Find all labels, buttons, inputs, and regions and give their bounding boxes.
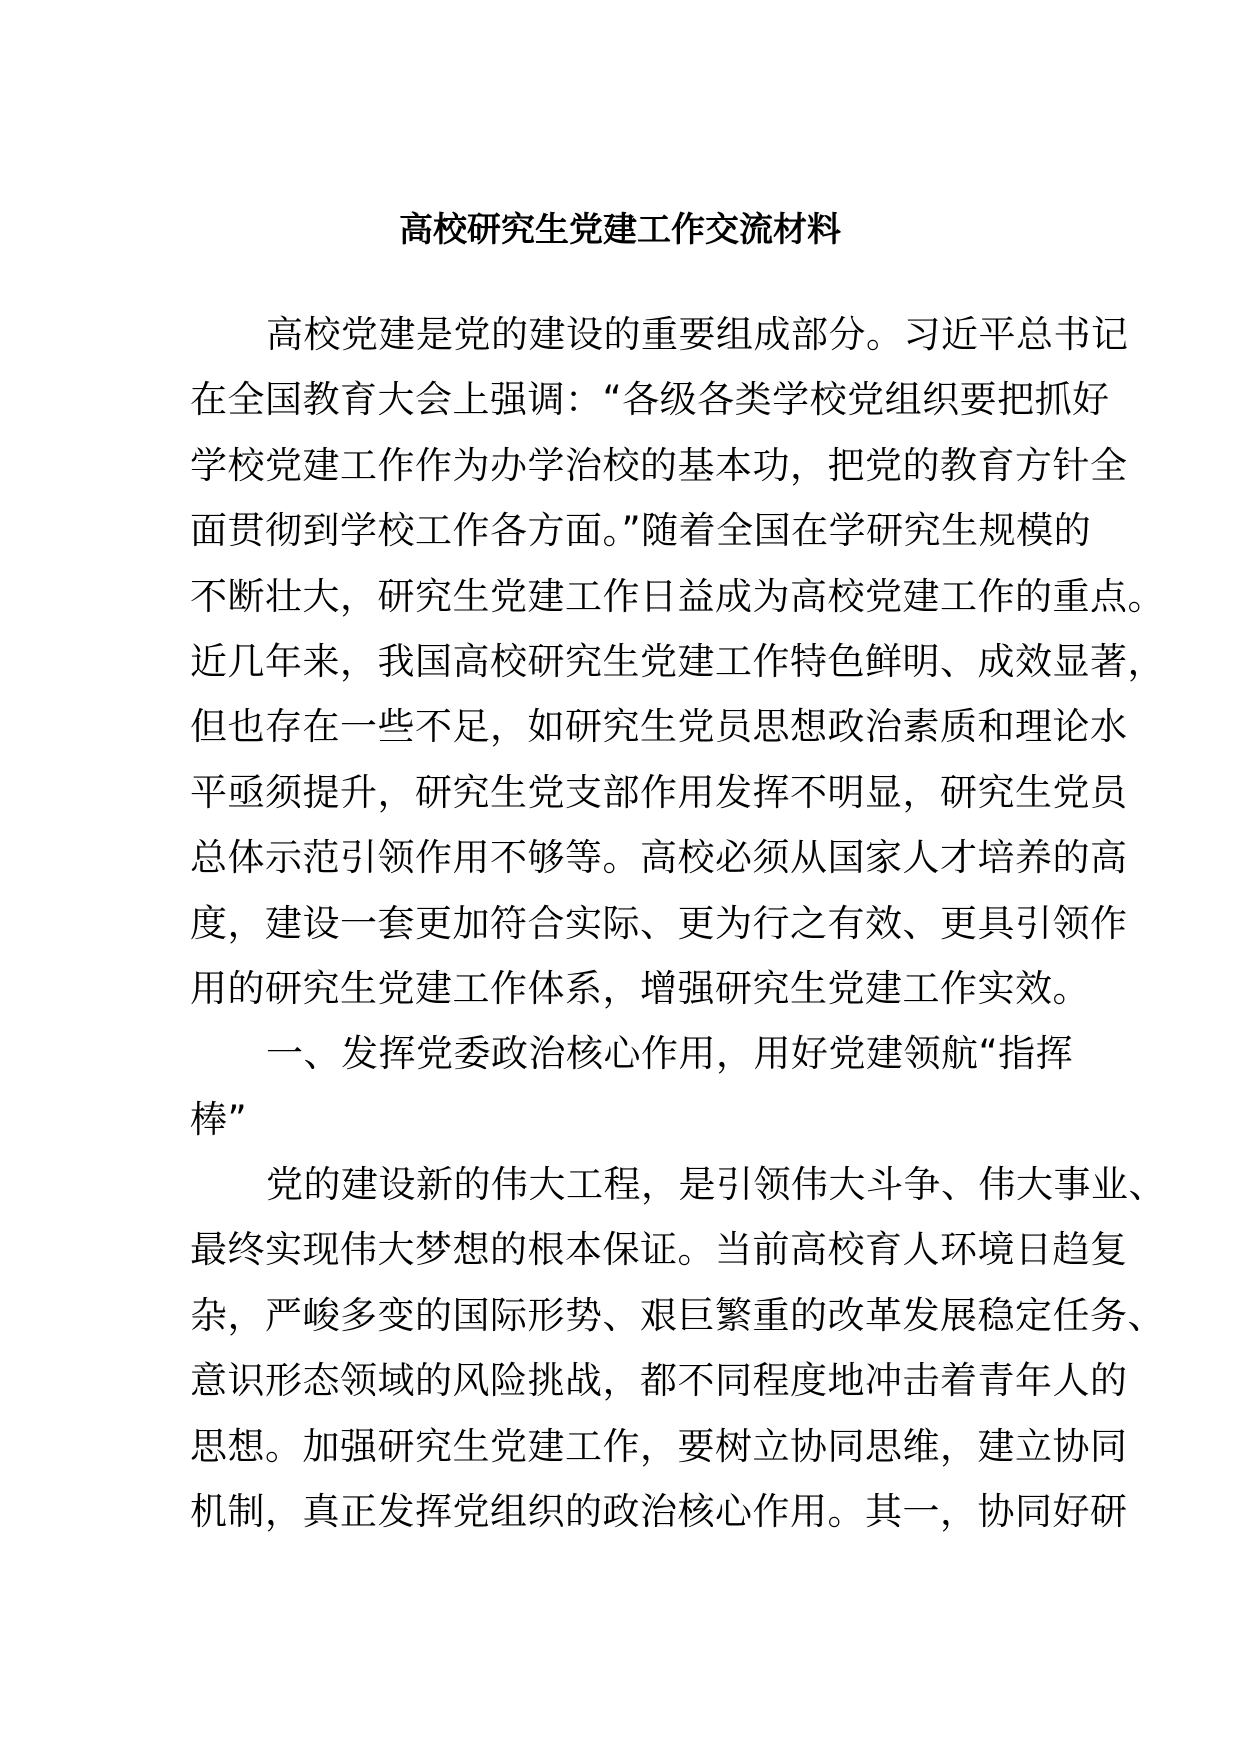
text-line: 一、发挥党委政治核心作用，用好党建领航“指挥	[266, 1032, 1074, 1076]
text-line: 近几年来，我国高校研究生党建工作特色鲜明、成效显著，	[190, 639, 1165, 683]
text-line: 在全国教育大会上强调：“各级各类学校党组织要把抓好	[190, 378, 1110, 422]
text-line: 但也存在一些不足，如研究生党员思想政治素质和理论水	[190, 705, 1128, 749]
text-line: 度，建设一套更加符合实际、更为行之有效、更具引领作	[190, 901, 1128, 945]
text-line: 最终实现伟大梦想的根本保证。当前高校育人环境日趋复	[190, 1228, 1128, 1272]
text-line: 杂，严峻多变的国际形势、艰巨繁重的改革发展稳定任务、	[190, 1293, 1165, 1337]
text-line: 机制，真正发挥党组织的政治核心作用。其一，协同好研	[190, 1490, 1128, 1534]
document-title: 高校研究生党建工作交流材料	[399, 210, 841, 250]
text-line: 意识形态领域的风险挑战，都不同程度地冲击着青年人的	[190, 1359, 1128, 1403]
document-body	[190, 302, 1166, 1544]
text-line: 平亟须提升，研究生党支部作用发挥不明显，研究生党员	[190, 770, 1128, 814]
text-line: 学校党建工作作为办学治校的基本功，把党的教育方针全	[190, 443, 1128, 487]
text-line: 不断壮大，研究生党建工作日益成为高校党建工作的重点。	[190, 574, 1165, 618]
text-line: 用的研究生党建工作体系，增强研究生党建工作实效。	[190, 966, 1090, 1010]
text-line: 思想。加强研究生党建工作，要树立协同思维，建立协同	[190, 1424, 1128, 1468]
text-line: 党的建设新的伟大工程，是引领伟大斗争、伟大事业、	[266, 1163, 1166, 1207]
text-line: 总体示范引领作用不够等。高校必须从国家人才培养的高	[190, 836, 1128, 880]
text-line: 面贯彻到学校工作各方面。”随着全国在学研究生规模的	[190, 509, 1092, 553]
text-line: 高校党建是党的建设的重要组成部分。习近平总书记	[266, 313, 1129, 356]
text-line: 棒”	[190, 1097, 248, 1141]
